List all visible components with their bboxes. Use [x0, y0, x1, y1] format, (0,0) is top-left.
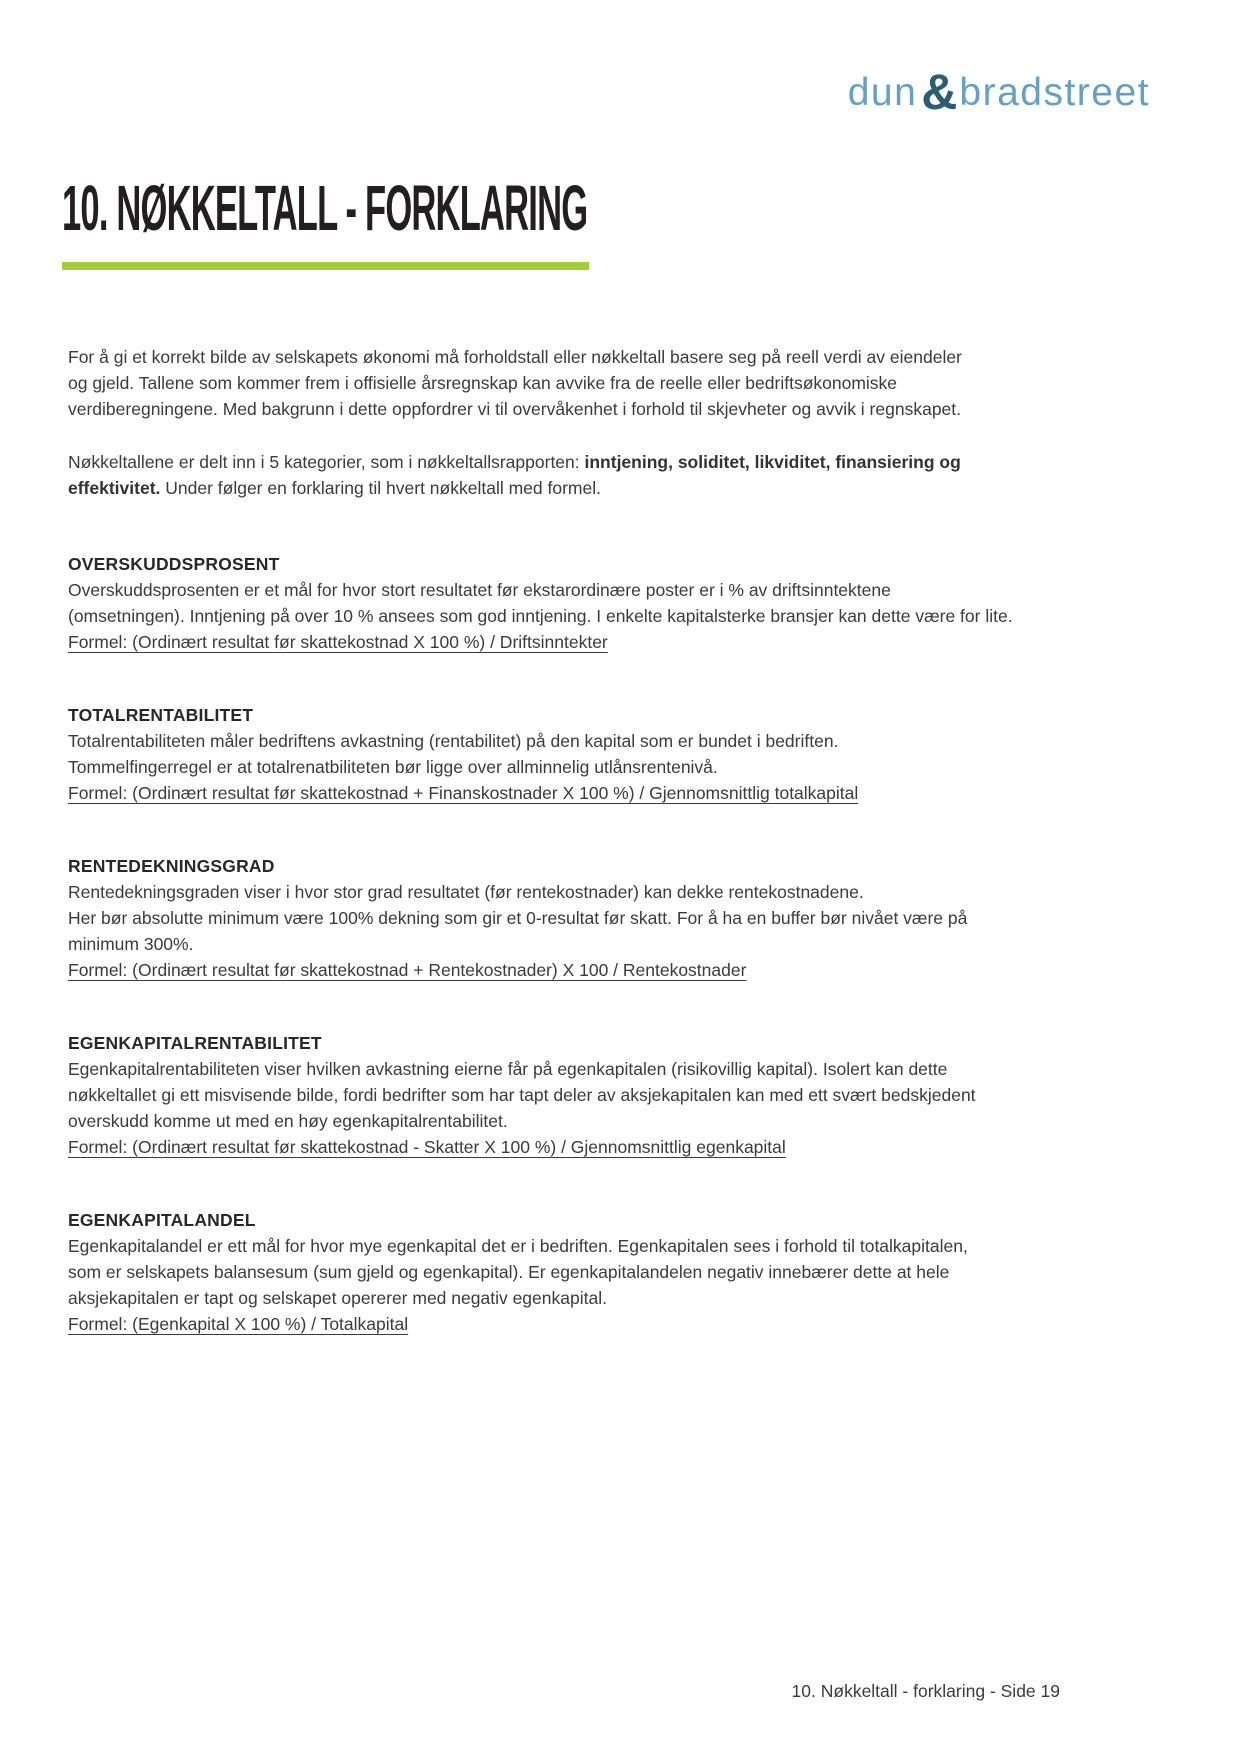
section-body-line: Rentedekningsgraden viser i hvor stor grad resultatet (før rentekostnader) kan dekke rentekostnadene.: [68, 882, 864, 902]
intro-paragraph-2-normal-text: Nøkkeltallene er delt inn i 5 kategorier, som i nøkkeltallsrapporten:: [68, 452, 585, 472]
section-body-line: nøkkeltallet gi ett misvisende bilde, fordi bedrifter som har tapt deler av aksjekapitalen kan med ett svært bedskjedent: [68, 1085, 976, 1105]
formula-line: Formel: (Egenkapital X 100 %) / Totalkapital: [68, 1314, 409, 1334]
page-content: [68, 344, 1198, 1384]
formula-line: Formel: (Ordinært resultat før skattekostnad X 100 %) / Driftsinntekter: [68, 632, 608, 652]
intro-paragraph-1-line: og gjeld. Tallene som kommer frem i offisielle årsregnskap kan avvike fra de reelle eller bedriftsøkonomiske: [68, 373, 898, 393]
logo-dun-text: dun: [847, 71, 918, 114]
intro-paragraph-2-bold-text: inntjening, soliditet, likviditet, finansiering og: [584, 452, 961, 472]
logo-bradstreet-text: bradstreet: [959, 71, 1150, 114]
section-body-line: minimum 300%.: [68, 934, 194, 954]
intro-paragraph-1: [68, 344, 1198, 422]
section-heading: TOTALRENTABILITET: [68, 705, 254, 725]
brand-logo: [847, 64, 1150, 125]
section-rentedekningsgrad: [68, 853, 1198, 983]
page-title-text: 10. NØKKELTALL - FORKLARING: [62, 172, 588, 244]
section-totalrentabilitet: [68, 702, 1198, 806]
page-title: [62, 172, 1035, 244]
section-heading: OVERSKUDDSPROSENT: [68, 554, 280, 574]
formula-line: Formel: (Ordinært resultat før skattekostnad - Skatter X 100 %) / Gjennomsnittlig egenkapital: [68, 1137, 786, 1157]
section-body-line: aksjekapitalen er tapt og selskapet opererer med negativ egenkapital.: [68, 1288, 607, 1308]
section-egenkapitalandel: [68, 1207, 1198, 1337]
intro-paragraph-2-normal-text: Under følger en forklaring til hvert nøkkeltall med formel.: [160, 478, 601, 498]
section-heading: EGENKAPITALRENTABILITET: [68, 1033, 322, 1053]
section-body-line: Her bør absolutte minimum være 100% dekning som gir et 0-resultat før skatt. For å ha en buffer bør nivået være på: [68, 908, 968, 928]
section-body-line: Totalrentabiliteten måler bedriftens avkastning (rentabilitet) på den kapital som er bundet i bedriften.: [68, 731, 839, 751]
section-heading: EGENKAPITALANDEL: [68, 1210, 256, 1230]
section-body-line: (omsetningen). Inntjening på over 10 % ansees som god inntjening. I enkelte kapitalsterke bransjer kan dette være for lite.: [68, 606, 1013, 626]
intro-paragraph-2-line: [68, 475, 1198, 501]
section-body-line: som er selskapets balansesum (sum gjeld og egenkapital). Er egenkapitalandelen negativ innebærer dette at hele: [68, 1262, 950, 1282]
intro-paragraph-1-line: verdiberegningene. Med bakgrunn i dette oppfordrer vi til overvåkenhet i forhold til skjevheter og avvik i regnskapet.: [68, 399, 962, 419]
formula-line: Formel: (Ordinært resultat før skattekostnad + Finanskostnader X 100 %) / Gjennomsnittlig totalkapital: [68, 783, 859, 803]
section-body-line: Overskuddsprosenten er et mål for hvor stort resultatet før ekstarordinære poster er i % av driftsinntektene: [68, 580, 891, 600]
logo-ampersand-icon: &: [921, 64, 958, 120]
section-body-line: Egenkapitalrentabiliteten viser hvilken avkastning eierne får på egenkapitalen (risikovillig kapital). Isolert kan dette: [68, 1059, 948, 1079]
section-heading: RENTEDEKNINGSGRAD: [68, 856, 275, 876]
formula-line: Formel: (Ordinært resultat før skattekostnad + Rentekostnader) X 100 / Rentekostnader: [68, 960, 747, 980]
section-overskuddsprosent: [68, 551, 1198, 655]
page-footer: 10. Nøkkeltall - forklaring - Side 19: [791, 1681, 1060, 1701]
intro-paragraph-1-line: For å gi et korrekt bilde av selskapets økonomi må forholdstall eller nøkkeltall basere seg på reell verdi av eiendeler: [68, 347, 962, 367]
section-body-line: overskudd komme ut med en høy egenkapitalrentabilitet.: [68, 1111, 508, 1131]
section-body-line: Tommelfingerregel er at totalrenatbiliteten bør ligge over allminnelig utlånsrentenivå.: [68, 757, 718, 777]
section-egenkapitalrentabilitet: [68, 1030, 1198, 1160]
intro-paragraph-2: [68, 449, 1198, 501]
intro-paragraph-2-line: [68, 449, 1198, 475]
title-accent-bar: [62, 262, 589, 270]
section-body-line: Egenkapitalandel er ett mål for hvor mye egenkapital det er i bedriften. Egenkapitalen sees i forhold til totalkapitalen,: [68, 1236, 968, 1256]
intro-paragraph-2-bold-text: effektivitet.: [68, 478, 161, 498]
